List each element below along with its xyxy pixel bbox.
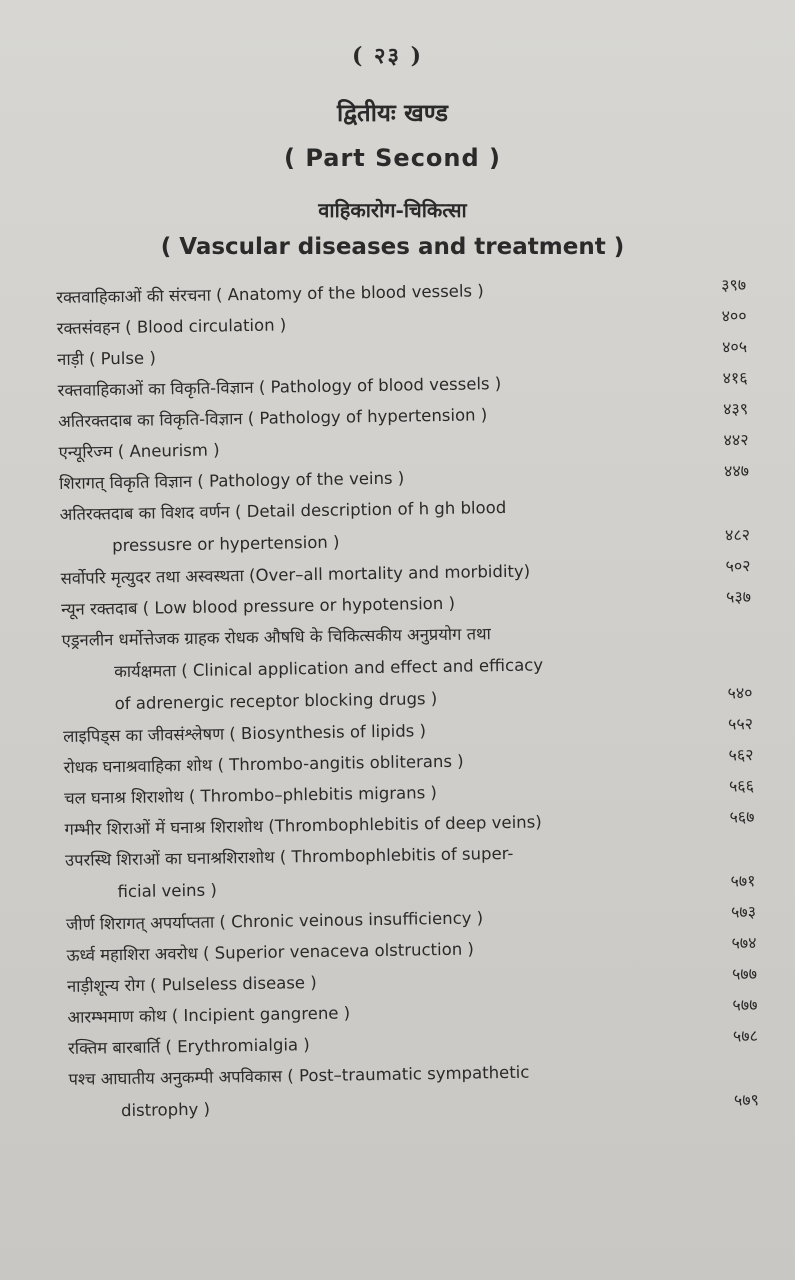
toc-entry-page: ५६६ — [728, 776, 755, 796]
toc-entry-page: ४३९ — [722, 399, 749, 419]
toc-entry-title — [68, 1053, 759, 1128]
table-of-contents — [56, 271, 759, 1128]
toc-entry — [68, 1053, 759, 1128]
toc-entry-title: ऊर्ध्व महाशिरा अवरोध ( Superior venaceva olstruction ) — [66, 939, 475, 965]
toc-entry-page: ४८२ — [724, 525, 751, 545]
toc-entry-line: पश्च आघातीय अनुकम्पी अपविकास ( Post–traumatic sympathetic — [68, 1062, 530, 1089]
toc-entry — [65, 834, 756, 909]
toc-entry-page: ५३७ — [725, 587, 752, 607]
section-heading-english: ( Vascular diseases and treatment ) — [160, 234, 625, 260]
toc-entry-page: ४४७ — [723, 461, 750, 481]
toc-entry-continuation: distrophy ) — [120, 1099, 211, 1121]
toc-entry-continuation: कार्यक्षमता ( Clinical application and effect and efficacy — [113, 655, 544, 682]
toc-entry-page: ५७८ — [732, 1026, 759, 1046]
toc-entry-title: नाड़ीशून्य रोग ( Pulseless disease ) — [66, 972, 317, 996]
toc-entry-title: चल घनाश्र शिराशोथ ( Thrombo–phlebitis migrans ) — [63, 783, 438, 808]
toc-entry-page: ४०५ — [721, 337, 748, 357]
toc-entry-title: एन्यूरिज्म ( Aneurism ) — [58, 440, 220, 462]
toc-entry-continuation: of adrenergic receptor blocking drugs ) — [114, 689, 438, 714]
toc-entry-page: ५७४ — [731, 933, 757, 953]
toc-entry-title: लाइपिड्स का जीवसंश्लेषण ( Biosynthesis of lipids ) — [62, 721, 427, 746]
toc-entry — [59, 488, 750, 563]
toc-entry-page: ५५२ — [727, 714, 754, 734]
toc-entry-page: ५७९ — [733, 1090, 760, 1110]
part-heading-hindi: द्वितीयः खण्ड — [337, 98, 448, 127]
toc-entry-page: ५७३ — [730, 902, 757, 922]
toc-entry-title — [65, 834, 756, 909]
toc-entry-title — [61, 614, 752, 721]
toc-entry-page: ४४२ — [723, 430, 749, 450]
toc-entry-page: ५७७ — [732, 995, 758, 1015]
toc-entry — [61, 614, 752, 721]
section-heading-hindi: वाहिकारोग-चिकित्सा — [318, 198, 467, 222]
toc-entry-title: जीर्ण शिरागत् अपर्याप्तता ( Chronic veinous insufficiency ) — [65, 908, 484, 934]
toc-entry-page: ५६२ — [728, 745, 754, 765]
toc-entry-title: रक्तसंवहन ( Blood circulation ) — [56, 315, 287, 338]
toc-entry-line: उपरस्थि शिराओं का घनाश्रशिराशोथ ( Thrombophlebitis of super- — [64, 843, 514, 870]
page-number: ( २३ ) — [351, 43, 424, 69]
toc-entry-title: रोधक घनाश्रवाहिका शोथ ( Thrombo-angitis obliterans ) — [63, 751, 464, 777]
toc-entry-page: ४०० — [721, 306, 747, 326]
toc-entry-title: गम्भीर शिराओं में घनाश्र शिराशोथ (Thrombophlebitis of deep veins) — [64, 812, 542, 839]
toc-entry-page: ४१६ — [722, 368, 748, 388]
toc-entry-continuation: ficial veins ) — [117, 880, 217, 902]
part-heading-english: ( Part Second ) — [284, 144, 501, 172]
toc-entry-title: आरम्भमाण कोथ ( Incipient gangrene ) — [67, 1003, 351, 1027]
toc-entry-page: ५७७ — [731, 964, 758, 984]
toc-entry-title — [59, 488, 750, 563]
toc-entry-page: ३९७ — [721, 275, 747, 295]
toc-entry-title: न्यून रक्तदाब ( Low blood pressure or hypotension ) — [60, 593, 456, 619]
toc-entry-title: रक्तिम बारबार्ति ( Erythromialgia ) — [67, 1035, 310, 1058]
toc-entry-title: नाड़ी ( Pulse ) — [57, 348, 156, 369]
toc-entry-title: सर्वोपरि मृत्युदर तथा अस्वस्थता (Over–all mortality and morbidity) — [60, 561, 531, 588]
toc-entry-line: अतिरक्तदाब का विशद वर्णन ( Detail description of h gh blood — [59, 497, 507, 524]
toc-entry-line: एड्रनलीन धर्मोत्तेजक ग्राहक रोधक औषधि के चिकित्सकीय अनुप्रयोग तथा — [61, 624, 491, 650]
toc-entry-page: ५४० — [727, 683, 753, 703]
toc-entry-title: रक्तवाहिकाओं की संरचना ( Anatomy of the blood vessels ) — [56, 281, 484, 307]
toc-entry-title: रक्तवाहिकाओं का विकृति-विज्ञान ( Pathology of blood vessels ) — [57, 374, 502, 400]
toc-entry-title: शिरागत् विकृति विज्ञान ( Pathology of the veins ) — [59, 468, 405, 493]
toc-entry-page: ५०२ — [725, 556, 751, 576]
toc-entry-continuation: pressusre or hypertension ) — [111, 532, 340, 556]
toc-entry-page: ५७१ — [730, 871, 756, 891]
toc-entry-page: ५६७ — [729, 807, 755, 827]
toc-entry-title: अतिरक्तदाब का विकृति-विज्ञान ( Pathology of hypertension ) — [58, 405, 488, 431]
